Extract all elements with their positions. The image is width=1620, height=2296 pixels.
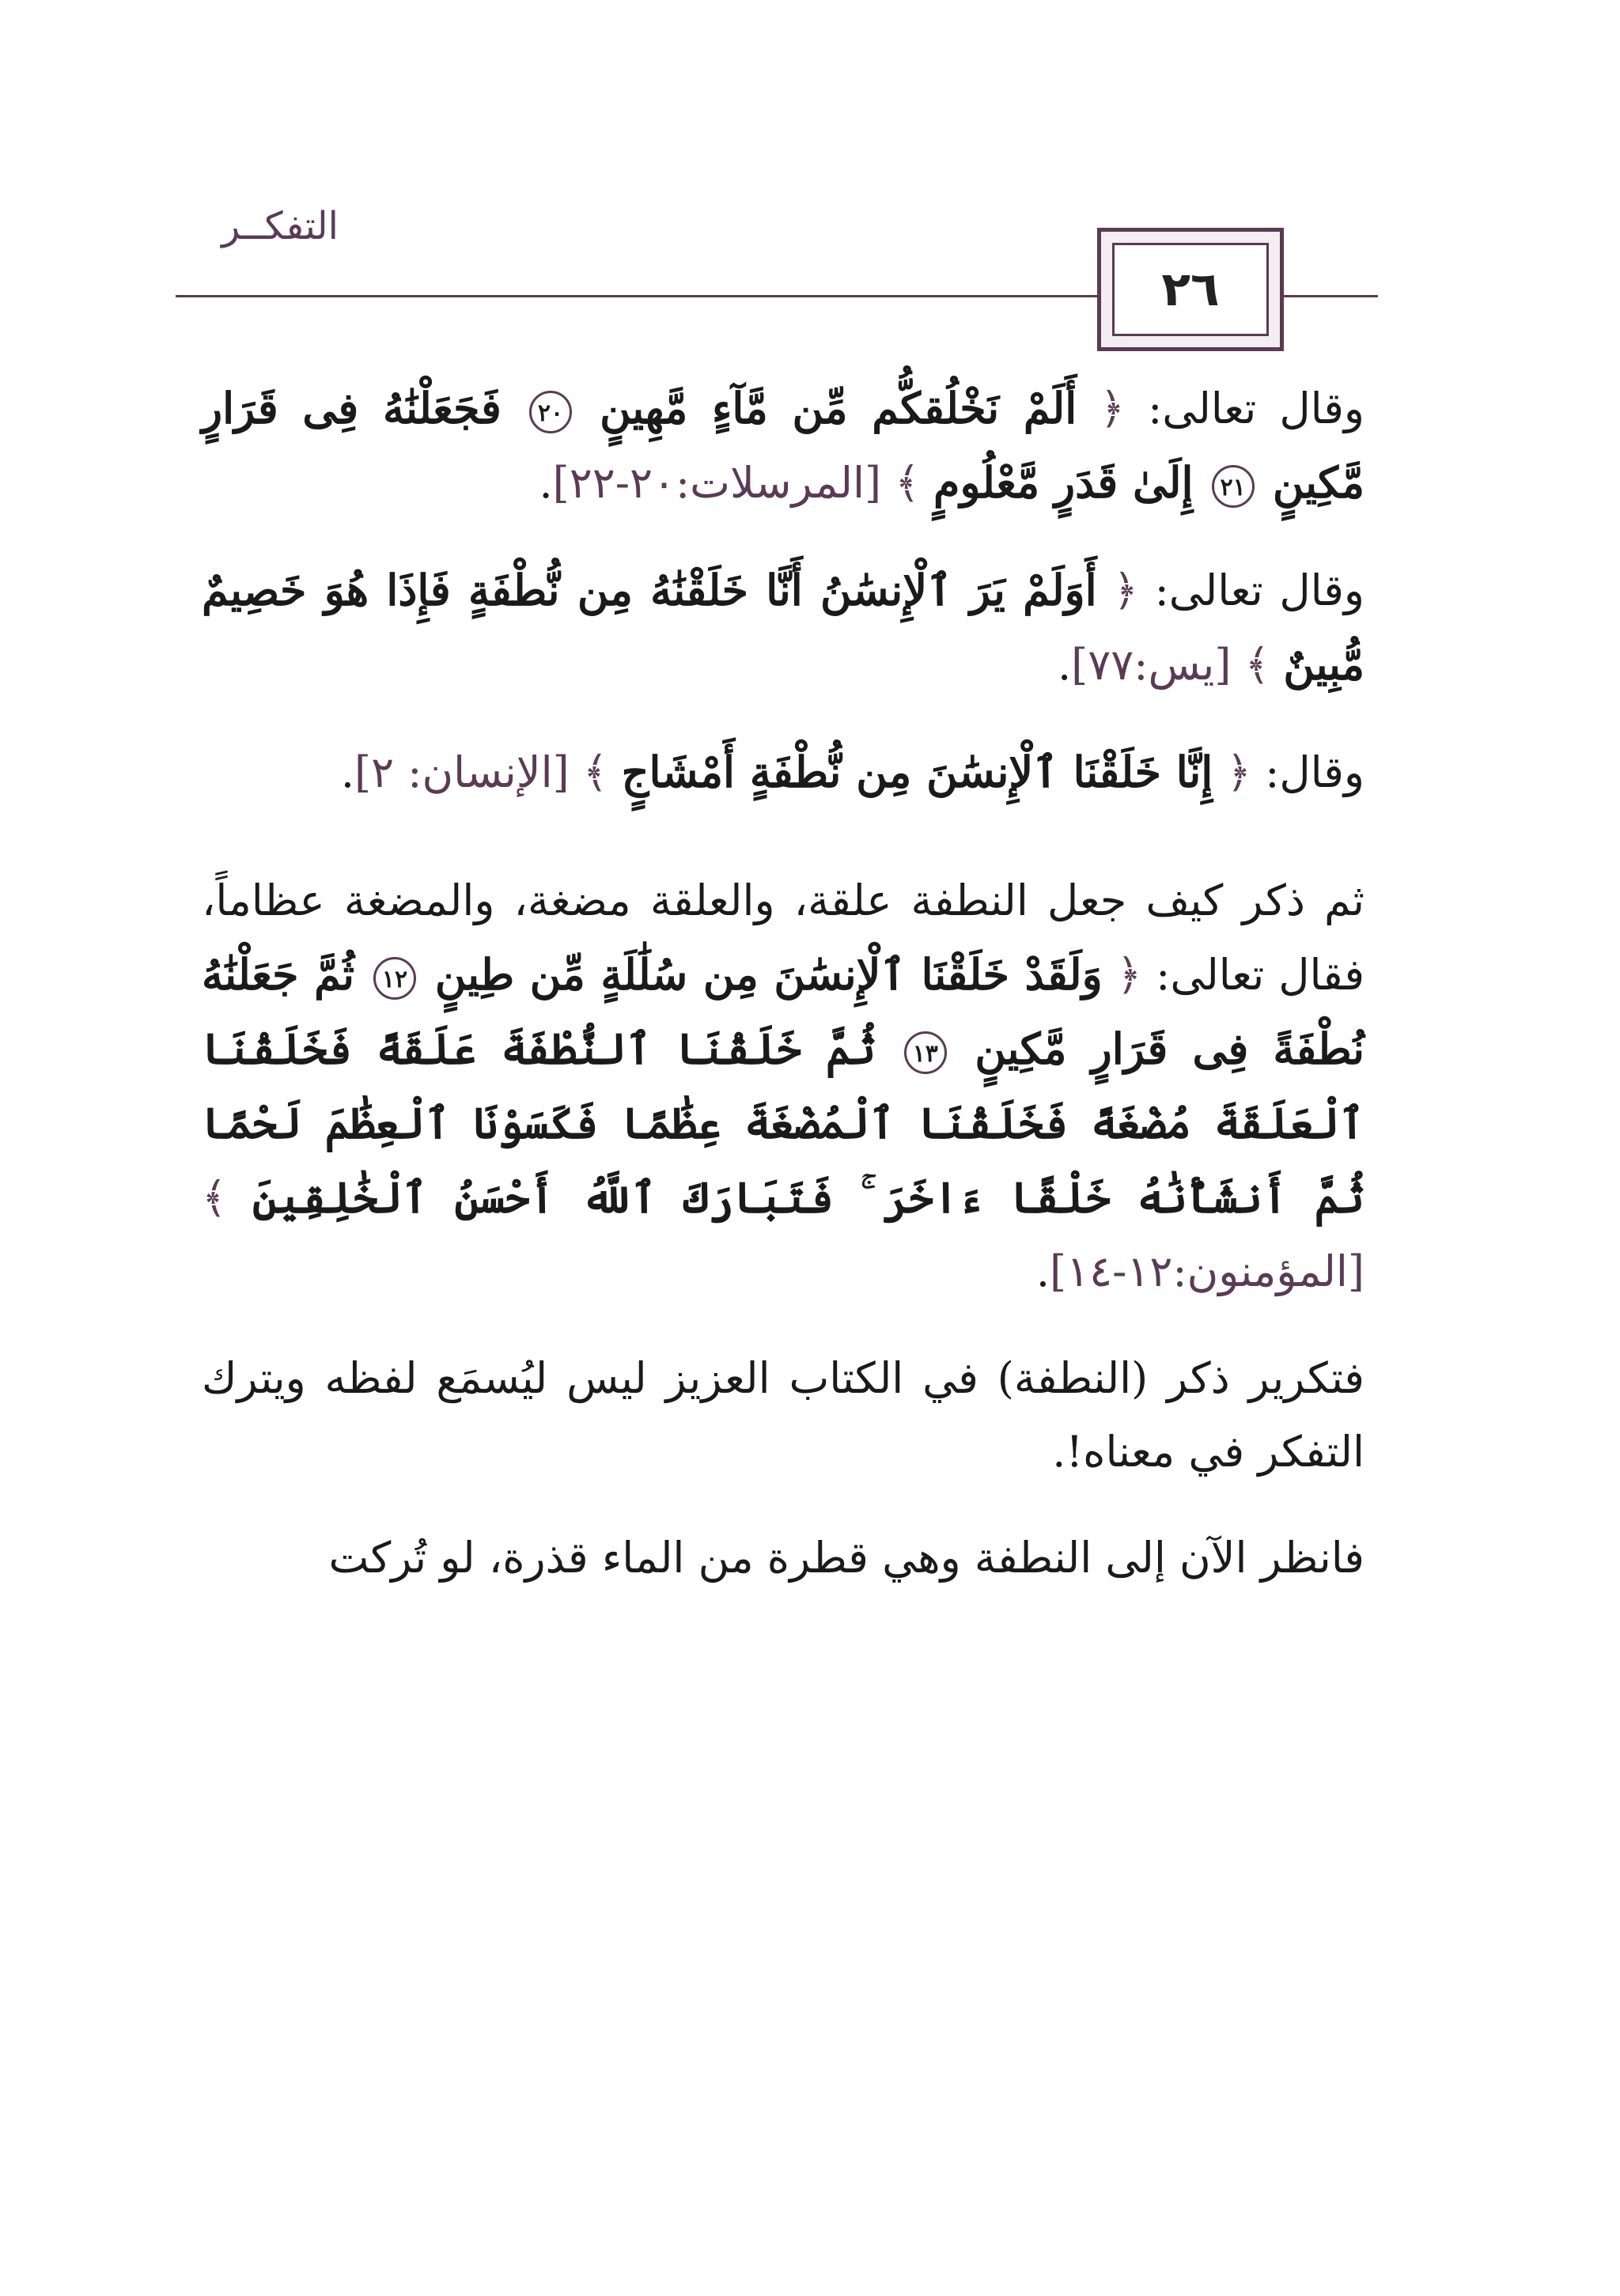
quran-open-bracket: ﴿ [1113,565,1138,615]
paragraph-repetition [202,1342,1365,1489]
page-number-frame-inner [1112,243,1269,336]
sentence-end: . [1057,639,1072,690]
verse-text: إِنَّا خَلَقْنَا ٱلْإِنسَٰنَ مِن نُّطْفَةٍ أَمْشَاجٍ [621,746,1213,797]
running-title: التفكــر [221,204,339,248]
body-text: فانظر الآن إلى النطفة وهي قطرة من الماء قذرة، لو تُركت [328,1533,1365,1583]
surah-reference: [المؤمنون:١٢-١٤] [1050,1246,1365,1296]
intro-text: وقال: [1265,747,1365,797]
intro-text: وقال تعالى: [1125,384,1365,433]
quran-close-bracket: ﴾ [202,1172,227,1223]
quran-open-bracket: ﴿ [1226,747,1252,797]
page-number: ٢٦ [1161,262,1220,317]
page-header [0,0,1620,364]
verse-text: فَجَعَلْنَٰهُ فِى قَرَارٍ مَّكِينٍ [202,383,1365,508]
sentence-end: . [1035,1246,1050,1296]
body-text: فتكرير ذكر (النطفة) في الكتاب العزيز ليس ليُسمَع لفظه ويترك التفكر في معناه!. [202,1352,1365,1477]
paragraph-muminun [202,864,1365,1308]
intro-text: ثم ذكر كيف جعل النطفة علقة، والعلقة مضغة، والمضغة عظاماً، فقال تعالى: [202,876,1365,1000]
surah-reference: [يس:٧٧] [1071,639,1232,690]
verse-number-marker: ٢٠ [529,391,572,433]
verse-text: إِلَىٰ قَدَرٍ مَّعْلُومٍ [933,456,1194,508]
quran-close-bracket: ﴾ [582,747,608,797]
page-body [202,372,1365,1628]
quran-close-bracket: ﴾ [895,457,920,508]
verse-number-marker: ١٢ [373,957,416,1000]
intro-text: وقال تعالى: [1137,565,1365,615]
verse-number-marker: ٢١ [1212,465,1255,508]
verse-text: ثُمَّ خَلَقْنَا ٱلنُّطْفَةَ عَلَقَةً فَخَلَقْنَا ٱلْعَلَقَةَ مُضْغَةً فَخَلَقْنَا ٱلْمُضْغَةَ عِظَٰمًا فَكَسَوْنَا ٱلْعِظَٰمَ لَحْمًا ثُمَّ أَنشَأْنَٰهُ خَلْقًا ءَاخَرَ ۚ فَتَبَارَكَ ٱللَّهُ أَحْسَنُ ٱلْخَٰلِقِينَ [202,1023,1365,1223]
verse-text: أَلَمْ نَخْلُقكُّم مِّن مَّآءٍ مَّهِينٍ [600,383,1077,433]
paragraph-yasin [202,554,1365,702]
verse-text: ثُمَّ جَعَلْنَٰهُ نُطْفَةً فِى قَرَارٍ مَّكِينٍ [202,949,1365,1075]
sentence-end: . [539,457,553,508]
page-number-frame [1097,228,1284,351]
verse-text: أَوَلَمْ يَرَ ٱلْإِنسَٰنُ أَنَّا خَلَقْنَٰهُ مِن نُّطْفَةٍ فَإِذَا هُوَ خَصِيمٌ مُّبِينٌ [202,564,1365,690]
quran-close-bracket: ﴾ [1244,639,1270,690]
paragraph-look-now [202,1522,1365,1595]
quran-open-bracket: ﴿ [1100,384,1126,433]
quran-open-bracket: ﴿ [1116,950,1142,1000]
surah-reference: [الإنسان: ٢] [354,747,570,797]
verse-text: وَلَقَدْ خَلَقْنَا ٱلْإِنسَٰنَ مِن سُلَٰلَةٍ مِّن طِينٍ [434,949,1103,1000]
verse-number-marker: ١٣ [904,1031,947,1074]
sentence-end: . [340,747,355,797]
paragraph-insan [202,736,1365,810]
paragraph-mursalat [202,372,1365,520]
surah-reference: [المرسلات:٢٠-٢٢] [552,457,882,508]
